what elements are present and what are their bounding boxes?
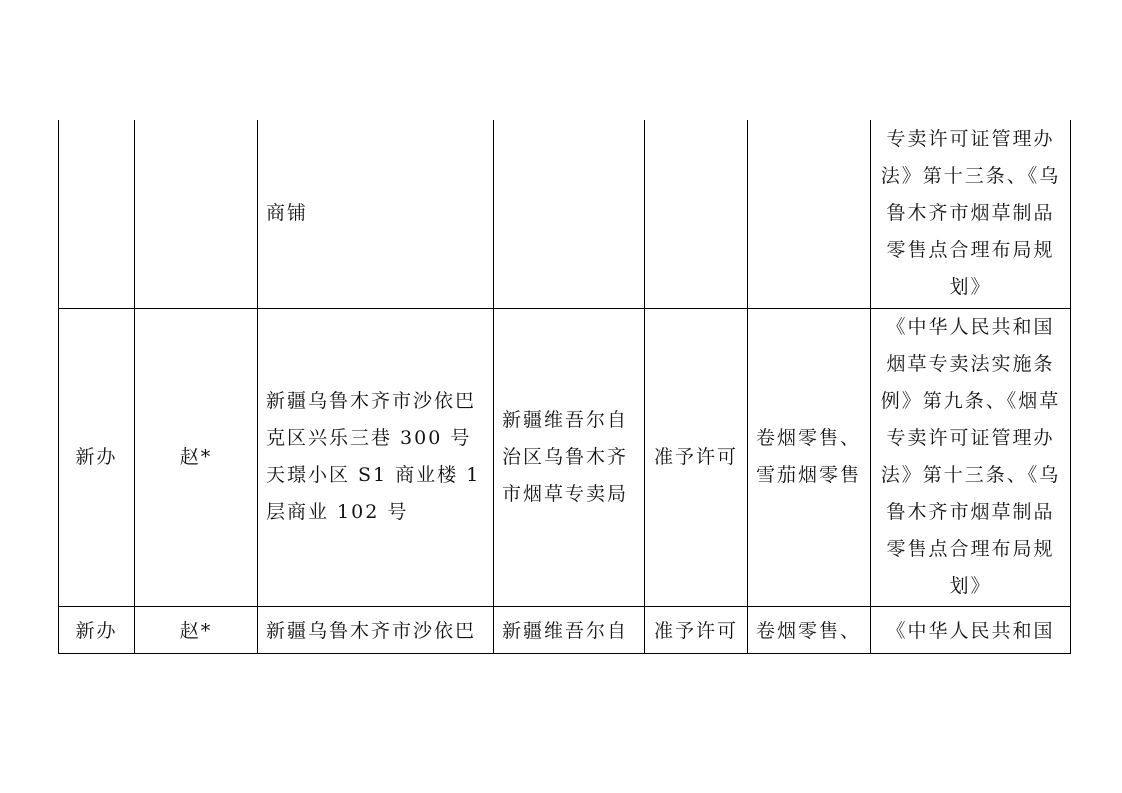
cell-applicant: 赵* [135,606,258,653]
cell-address: 商铺 [258,120,494,308]
cell-licensing-authority [494,120,645,308]
cell-application-type [59,120,135,308]
cell-business-scope [748,120,871,308]
legal-basis-line: 零售点合理布局规 [886,538,1055,560]
cell-legal-basis [871,308,1071,606]
cell-legal-basis [871,606,1071,653]
legal-basis-line: 法》第十三条、《乌 [880,165,1061,188]
cell-business-scope: 卷烟零售、 [748,606,871,653]
cell-legal-basis [871,120,1071,308]
legal-basis-line: 《中华人民共和国 [886,619,1055,642]
cell-applicant [135,120,258,308]
cell-decision [645,120,748,308]
legal-basis-line: 《中华人民共和国 [886,316,1055,338]
cell-application-type: 新办 [59,308,135,606]
cell-decision: 准予许可 [645,308,748,606]
cell-business-scope: 卷烟零售、雪茄烟零售 [748,308,871,606]
legal-basis-line: 划》 [949,276,992,299]
legal-basis-line: 例》第九条、《烟草 [880,390,1061,412]
license-table [58,120,1071,654]
cell-licensing-authority: 新疆维吾尔自治区乌鲁木齐市烟草专卖局 [494,308,645,606]
table-row [59,606,1071,653]
legal-basis-line: 鲁木齐市烟草制品 [886,501,1055,523]
legal-basis-line: 鲁木齐市烟草制品 [886,202,1055,225]
legal-basis-line: 划》 [949,575,992,597]
legal-basis-line: 专卖许可证管理办 [886,427,1055,449]
legal-basis-line: 零售点合理布局规 [886,239,1055,262]
cell-application-type: 新办 [59,606,135,653]
cell-applicant: 赵* [135,308,258,606]
cell-address: 新疆乌鲁木齐市沙依巴克区兴乐三巷 300 号天璟小区 S1 商业楼 1 层商业 102 号 [258,308,494,606]
table-row [59,308,1071,606]
legal-basis-line: 烟草专卖法实施条 [886,353,1055,375]
cell-decision: 准予许可 [645,606,748,653]
table-row [59,120,1071,308]
cell-address: 新疆乌鲁木齐市沙依巴 [258,606,494,653]
legal-basis-line: 法》第十三条、《乌 [880,464,1061,486]
legal-basis-line: 专卖许可证管理办 [886,128,1055,151]
cell-licensing-authority: 新疆维吾尔自 [494,606,645,653]
